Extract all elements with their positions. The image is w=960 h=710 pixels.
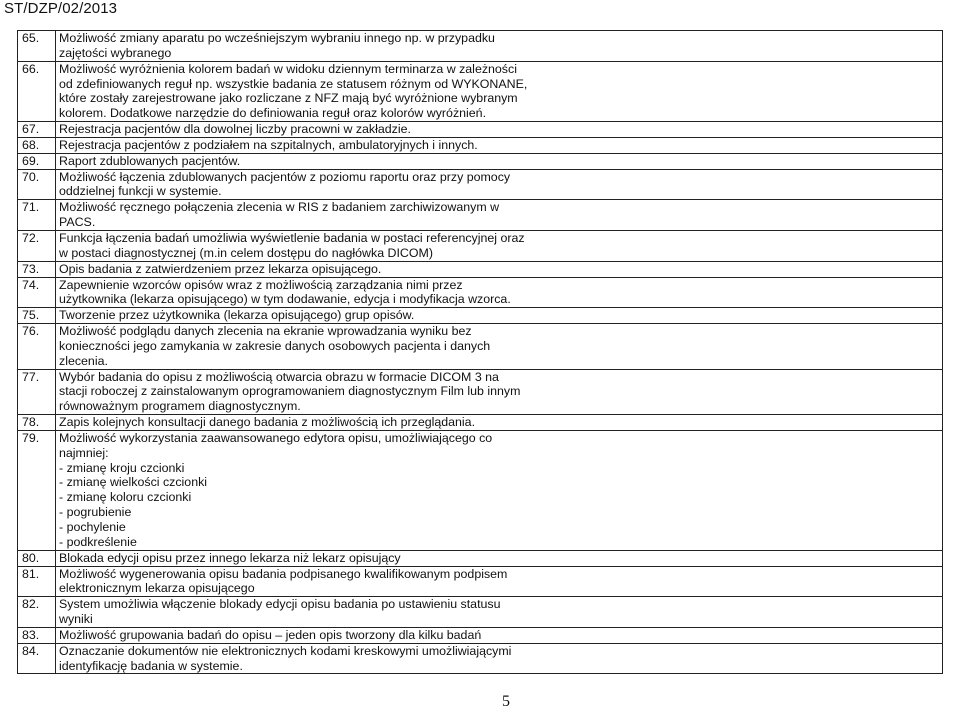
item-description <box>56 324 943 370</box>
description-line: - zmianę kroju czcionki <box>59 460 185 475</box>
item-description <box>56 308 943 324</box>
item-number: 77. <box>18 369 56 415</box>
description-line: w postaci diagnostycznej (m.in celem dostępu do nagłówka DICOM) <box>59 245 433 260</box>
description-line: Zapis kolejnych konsultacji danego badania z możliwością ich przeglądania. <box>59 415 476 430</box>
table-row <box>18 550 943 566</box>
description-line: Możliwość wykorzystania zaawansowanego edytora opisu, umożliwiającego co <box>59 430 493 445</box>
table-row <box>18 31 943 62</box>
description-line: Blokada edycji opisu przez innego lekarza niż lekarz opisujący <box>59 550 401 565</box>
item-description <box>56 137 943 153</box>
item-number: 80. <box>18 550 56 566</box>
item-number: 73. <box>18 261 56 277</box>
table-row <box>18 200 943 231</box>
item-number: 84. <box>18 643 56 674</box>
table-row <box>18 430 943 550</box>
table-row <box>18 308 943 324</box>
item-description <box>56 643 943 674</box>
item-number: 82. <box>18 597 56 628</box>
table-row <box>18 261 943 277</box>
item-description <box>56 153 943 169</box>
description-line: które zostały zarejestrowane jako rozliczane z NFZ mają być wyróżnione wybranym <box>59 91 518 106</box>
description-line: - pogrubienie <box>59 505 132 520</box>
item-description <box>56 550 943 566</box>
item-number: 81. <box>18 566 56 597</box>
description-line: użytkownika (lekarza opisującego) w tym dodawanie, edycja i modyfikacja wzorca. <box>59 292 511 307</box>
description-line: Zapewnienie wzorców opisów wraz z możliwością zarządzania nimi przez <box>59 277 463 292</box>
description-line: Rejestracja pacjentów z podziałem na szpitalnych, ambulatoryjnych i innych. <box>59 137 478 152</box>
description-line: oddzielnej funkcji w systemie. <box>59 184 222 199</box>
description-line: Rejestracja pacjentów dla dowolnej liczby pracowni w zakładzie. <box>59 122 411 137</box>
description-line: Możliwość wygenerowania opisu badania podpisanego kwalifikowanym podpisem <box>59 566 508 581</box>
requirements-table <box>17 30 943 674</box>
item-description <box>56 627 943 643</box>
description-line: Możliwość wyróżnienia kolorem badań w widoku dziennym terminarza w zależności <box>59 61 517 76</box>
description-line: Tworzenie przez użytkownika (lekarza opisującego) grup opisów. <box>59 308 415 323</box>
table-row <box>18 369 943 415</box>
description-line: równoważnym programem diagnostycznym. <box>59 399 301 414</box>
description-line: stacji roboczej z zainstalowanym oprogramowaniem diagnostycznym Film lub innym <box>59 384 521 399</box>
item-description <box>56 597 943 628</box>
item-number: 75. <box>18 308 56 324</box>
item-description <box>56 261 943 277</box>
table-row <box>18 153 943 169</box>
item-number: 83. <box>18 627 56 643</box>
document-id-header: ST/DZP/02/2013 <box>4 0 118 17</box>
item-number: 66. <box>18 61 56 121</box>
description-line: kolorem. Dodatkowe narzędzie do definiowania reguł oraz kolorów wyróżnień. <box>59 106 487 121</box>
item-number: 74. <box>18 277 56 308</box>
item-number: 67. <box>18 122 56 138</box>
item-number: 72. <box>18 230 56 261</box>
table-row <box>18 61 943 121</box>
description-line: Możliwość łączenia zdublowanych pacjentów z poziomu raportu oraz przy pomocy <box>59 169 511 184</box>
table-row <box>18 230 943 261</box>
description-line: Wybór badania do opisu z możliwością otwarcia obrazu w formacie DICOM 3 na <box>59 369 499 384</box>
description-line: Możliwość podglądu danych zlecenia na ekranie wprowadzania wyniku bez <box>59 324 472 339</box>
description-line: od zdefiniowanych reguł np. wszystkie badania ze statusem różnym od WYKONANE, <box>59 76 528 91</box>
description-line: Możliwość grupowania badań do opisu – jeden opis tworzony dla kilku badań <box>59 627 482 642</box>
description-line: - zmianę wielkości czcionki <box>59 475 208 490</box>
requirements-table-body <box>18 31 943 674</box>
description-line: zajętości wybranego <box>59 45 172 60</box>
description-line: PACS. <box>59 215 96 230</box>
description-line: najmniej: <box>59 445 109 460</box>
item-description <box>56 230 943 261</box>
item-number: 70. <box>18 169 56 200</box>
description-line: Raport zdublowanych pacjentów. <box>59 153 241 168</box>
description-line: zlecenia. <box>59 353 108 368</box>
table-row <box>18 566 943 597</box>
table-row <box>18 137 943 153</box>
item-description <box>56 31 943 62</box>
description-line: konieczności jego zamykania w zakresie danych osobowych pacjenta i danych <box>59 338 491 353</box>
item-description <box>56 122 943 138</box>
item-description <box>56 200 943 231</box>
item-description <box>56 369 943 415</box>
page-number: 5 <box>502 693 510 710</box>
table-row <box>18 277 943 308</box>
table-row <box>18 169 943 200</box>
item-description <box>56 415 943 431</box>
item-number: 71. <box>18 200 56 231</box>
description-line: - zmianę koloru czcionki <box>59 490 192 505</box>
table-row <box>18 597 943 628</box>
description-line: identyfikację badania w systemie. <box>59 658 243 673</box>
description-line: elektronicznym lekarza opisującego <box>59 581 255 596</box>
table-row <box>18 122 943 138</box>
item-description <box>56 430 943 550</box>
item-number: 76. <box>18 324 56 370</box>
description-line: wyniki <box>59 612 93 627</box>
table-row <box>18 627 943 643</box>
table-row <box>18 324 943 370</box>
item-description <box>56 277 943 308</box>
description-line: Możliwość zmiany aparatu po wcześniejszym wybraniu innego np. w przypadku <box>59 31 495 45</box>
item-description <box>56 566 943 597</box>
table-row <box>18 643 943 674</box>
description-line: Możliwość ręcznego połączenia zlecenia w RIS z badaniem zarchiwizowanym w <box>59 200 500 215</box>
table-row <box>18 415 943 431</box>
item-description <box>56 169 943 200</box>
item-number: 79. <box>18 430 56 550</box>
item-number: 68. <box>18 137 56 153</box>
description-line: Funkcja łączenia badań umożliwia wyświetlenie badania w postaci referencyjnej oraz <box>59 230 525 245</box>
description-line: Opis badania z zatwierdzeniem przez lekarza opisującego. <box>59 261 382 276</box>
item-number: 78. <box>18 415 56 431</box>
description-line: - pochylenie <box>59 520 126 534</box>
item-description <box>56 61 943 121</box>
item-number: 65. <box>18 31 56 62</box>
item-number: 69. <box>18 153 56 169</box>
description-line: System umożliwia włączenie blokady edycji opisu badania po ustawieniu statusu <box>59 597 501 612</box>
description-line: Oznaczanie dokumentów nie elektronicznych kodami kreskowymi umożliwiającymi <box>59 643 512 658</box>
description-line: - podkreślenie <box>59 534 137 549</box>
